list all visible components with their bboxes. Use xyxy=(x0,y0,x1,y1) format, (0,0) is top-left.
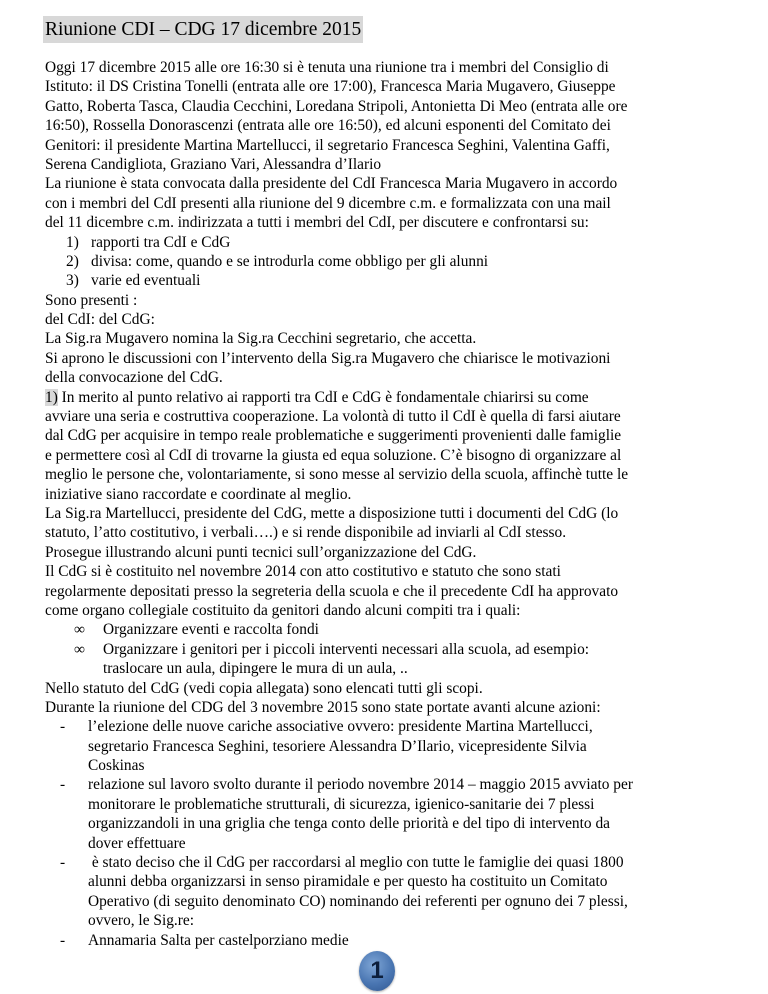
infinity-bullet-icon: ∞ xyxy=(74,621,85,639)
paragraph-line: La Sig.ra Mugavero nomina la Sig.ra Cecchini segretario, che accetta. xyxy=(45,330,477,348)
list-item-text: l’elezione delle nuove cariche associative ovvero: presidente Martina Martellucci, xyxy=(88,718,593,736)
infinity-bullet-icon: ∞ xyxy=(74,640,85,658)
document-title: Riunione CDI – CDG 17 dicembre 2015 xyxy=(43,16,363,43)
list-item-text: Annamaria Salta per castelporziano medie xyxy=(88,931,349,949)
dash-list-item xyxy=(45,775,735,794)
paragraph-line: come organo collegiale costituito da genitori dando alcuni compiti tra i quali: xyxy=(45,601,521,619)
dash-list-continuation: Coskinas xyxy=(88,757,145,775)
paragraph-line: del 11 dicembre c.m. indirizzata a tutti i membri del CdI, per discutere e confrontarsi su: xyxy=(45,214,589,232)
dash-list-continuation: dover effettuare xyxy=(88,834,186,852)
numbered-list-item xyxy=(45,271,735,290)
dash-bullet: - xyxy=(60,776,66,794)
dash-bullet: - xyxy=(60,718,66,736)
list-item-text: Organizzare eventi e raccolta fondi xyxy=(103,621,319,639)
paragraph-line: Gatto, Roberta Tasca, Claudia Cecchini, Loredana Stripoli, Antonietta Di Meo (entrata alle ore xyxy=(45,97,628,115)
dash-list-continuation: organizzandoli in una griglia che tenga conto delle priorità e del tipo di intervento da xyxy=(88,815,610,833)
page-number-badge: 1 xyxy=(359,951,395,991)
paragraph-line: Sono presenti : xyxy=(45,291,138,309)
list-item-text: è stato deciso che il CdG per raccordarsi al meglio con tutte le famiglie dei quasi 1800 xyxy=(88,854,624,872)
paragraph-line: avviare una seria e costruttiva cooperazione. La volontà di tutto il CdI è quella di farsi aiutare xyxy=(45,408,621,426)
dash-list-item xyxy=(45,717,735,736)
document-body xyxy=(45,58,735,950)
paragraph-line: meglio le persone che, volontariamente, si sono messe al servizio della scuola, affinchè tutte le xyxy=(45,466,629,484)
section-heading-line xyxy=(45,388,735,407)
list-item-text: varie ed eventuali xyxy=(91,272,201,290)
list-item-text: relazione sul lavoro svolto durante il periodo novembre 2014 – maggio 2015 avviato per xyxy=(88,776,633,794)
list-item-text: Organizzare i genitori per i piccoli interventi necessari alla scuola, ad esempio: xyxy=(103,640,590,658)
paragraph-line: e permettere così al CdI di trovarne la giusta ed equa soluzione. C’è bisogno di organizzare al xyxy=(45,446,622,464)
list-item-text: divisa: come, quando e se introdurla come obbligo per gli alunni xyxy=(91,252,489,270)
paragraph-line: della convocazione del CdG. xyxy=(45,369,223,387)
paragraph-line: dal CdG per acquisire in tempo reale problematiche e suggerimenti provenienti dalle famiglie xyxy=(45,427,622,445)
paragraph-line: La riunione è stata convocata dalla presidente del CdI Francesca Maria Mugavero in accordo xyxy=(45,175,618,193)
list-number: 2) xyxy=(66,252,79,270)
bullet-list-item xyxy=(45,640,735,659)
paragraph-line: La Sig.ra Martellucci, presidente del CdG, mette a disposizione tutti i documenti del CdG (lo xyxy=(45,504,619,522)
list-number: 3) xyxy=(66,272,79,290)
paragraph-line: statuto, l’atto costitutivo, i verbali….) e si rende disponibile ad inviarli al CdI stesso. xyxy=(45,524,567,542)
numbered-list-item xyxy=(45,233,735,252)
bullet-list-item xyxy=(45,620,735,639)
section-line-text: In merito al punto relativo ai rapporti tra CdI e CdG è fondamentale chiarirsi su come xyxy=(57,388,589,406)
highlighted-section-number: 1) xyxy=(45,388,58,406)
paragraph-line: 16:50), Rossella Donorascenzi (entrata alle ore 16:50), ed alcuni esponenti del Comitato dei xyxy=(45,117,611,135)
numbered-list-item xyxy=(45,252,735,271)
paragraph-line: Il CdG si è costituito nel novembre 2014 con atto costitutivo e statuto che sono stati xyxy=(45,563,561,581)
paragraph-line: del CdI: del CdG: xyxy=(45,311,155,329)
bullet-list-continuation: traslocare un aula, dipingere le mura di un aula, .. xyxy=(103,660,408,678)
paragraph-line: Oggi 17 dicembre 2015 alle ore 16:30 si è tenuta una riunione tra i membri del Consiglio di xyxy=(45,59,609,76)
dash-list-item xyxy=(45,931,735,950)
dash-list-continuation: monitorare le problematiche strutturali, di sicurezza, igienico-sanitarie dei 7 plessi xyxy=(88,795,595,813)
paragraph-line: con i membri del CdI presenti alla riunione del 9 dicembre c.m. e formalizzata con una mail xyxy=(45,194,611,212)
dash-list-continuation: Operativo (di seguito denominato CO) nominando dei referenti per ognuno dei 7 plessi, xyxy=(88,892,628,910)
paragraph-line: regolarmente depositati presso la segreteria della scuola e che il precedente CdI ha approvato xyxy=(45,582,619,600)
dash-list-continuation: alunni debba organizzarsi in senso piramidale e per questo ha costituito un Comitato xyxy=(88,873,608,891)
dash-list-continuation: segretario Francesca Seghini, tesoriere Alessandra D’Ilario, vicepresidente Silvia xyxy=(88,737,587,755)
dash-bullet: - xyxy=(60,931,66,949)
paragraph-line: Prosegue illustrando alcuni punti tecnici sull’organizzazione del CdG. xyxy=(45,543,477,561)
dash-bullet: - xyxy=(60,854,66,872)
list-number: 1) xyxy=(66,233,79,251)
paragraph-line: Si aprono le discussioni con l’intervento della Sig.ra Mugavero che chiarisce le motivazioni xyxy=(45,349,611,367)
dash-list-continuation: ovvero, le Sig.re: xyxy=(88,912,194,930)
list-item-text: rapporti tra CdI e CdG xyxy=(91,233,231,251)
paragraph-line: Serena Candigliota, Graziano Vari, Alessandra d’Ilario xyxy=(45,155,382,173)
dash-list-item xyxy=(45,853,735,872)
paragraph-line: Durante la riunione del CDG del 3 novembre 2015 sono state portate avanti alcune azioni: xyxy=(45,698,601,716)
paragraph-line: Nello statuto del CdG (vedi copia allegata) sono elencati tutti gli scopi. xyxy=(45,679,483,697)
paragraph-line: Genitori: il presidente Martina Martellucci, il segretario Francesca Seghini, Valentina Gaffi, xyxy=(45,136,610,154)
paragraph-line: Istituto: il DS Cristina Tonelli (entrata alle ore 17:00), Francesca Maria Mugavero, Giuseppe xyxy=(45,78,616,96)
paragraph-line: iniziative siano raccordate e coordinate al meglio. xyxy=(45,485,352,503)
